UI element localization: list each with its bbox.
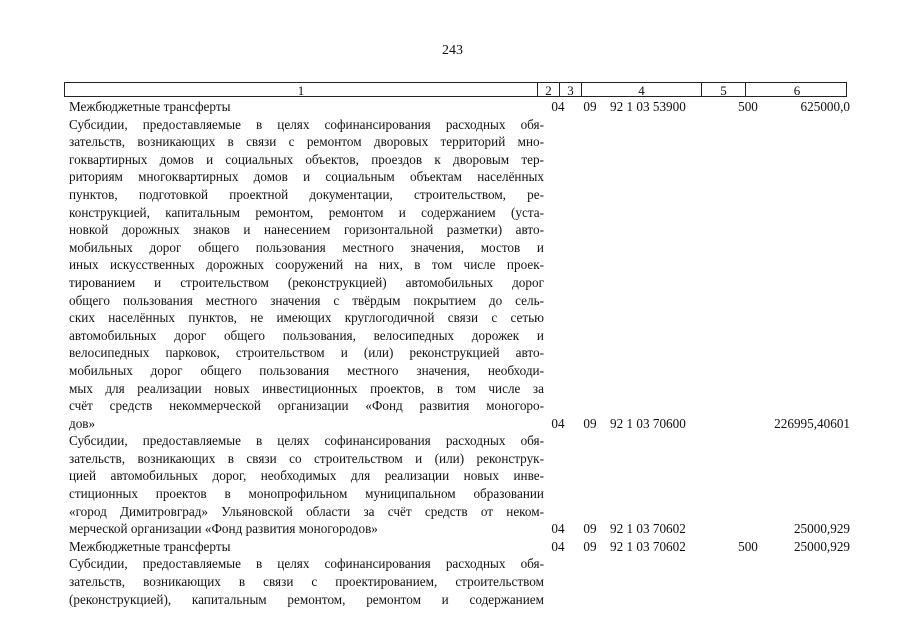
description-line: мобильных дорог общего пользования местного значения, мостов и: [69, 239, 544, 255]
description-line: мерческой организации «Фонд развития моногородов»: [69, 521, 378, 537]
description-line: гоквартирных домов и социальных объектов, проездов к дворовым тер-: [69, 151, 544, 167]
header-col-6: 6: [745, 83, 848, 96]
description-line: зательств, возникающих в связи со строительством и (или) реконструк-: [69, 450, 544, 466]
description-line: счёт средств некоммерческой организации «Фонд развития моногоро-: [69, 398, 544, 414]
table-row: [69, 98, 849, 116]
description-line: цией автомобильных дорог, необходимых для реализации новых инве-: [69, 468, 544, 484]
row-codes: [550, 520, 850, 538]
row-description: [69, 116, 544, 433]
row-codes: [550, 538, 850, 556]
header-col-1: 1: [297, 83, 305, 98]
cell-c6: 625000,0: [800, 99, 850, 114]
description-line: стиционных проектов в монопрофильном муниципальном образовании: [69, 486, 544, 502]
cell-c4: 92 1 03 70602: [610, 521, 686, 537]
description-line: «город Димитровград» Ульяновской области за счёт средств от неком-: [69, 503, 544, 519]
description-line: Субсидии, предоставляемые в целях софинансирования расходных обя-: [69, 116, 544, 132]
cell-c2: 04: [551, 538, 565, 554]
cell-c2: 04: [551, 415, 565, 431]
row-description: [69, 432, 544, 538]
table-row: [69, 432, 849, 538]
cell-c4: 92 1 03 70602: [610, 538, 686, 554]
description-line: общего пользования местного значения с твёрдым покрытием до сель-: [69, 292, 544, 308]
row-description: [69, 555, 544, 608]
description-line: новкой дорожных знаков и нанесением горизонтальной разметки) авто-: [69, 222, 544, 238]
description-line: конструкцией, капитальным ремонтом, ремонтом и содержанием (уста-: [69, 204, 544, 220]
cell-c6: 25000,929: [793, 538, 850, 554]
cell-c4: 92 1 03 53900: [610, 99, 686, 114]
cell-c5: 500: [738, 538, 758, 554]
description-line: пунктов, подготовкой проектной документации, строительством, ре-: [69, 186, 544, 202]
description-line: зательств, возникающих в связи с проектированием, строительством: [69, 574, 544, 590]
cell-c5: 500: [738, 99, 758, 114]
table-row: [69, 538, 849, 556]
cell-c3: 09: [583, 538, 597, 554]
row-codes: [550, 591, 850, 609]
header-col-5: 5: [701, 83, 745, 96]
table-row: [69, 116, 849, 433]
description-line: мых для реализации новых инвестиционных проектов, в том числе за: [69, 380, 544, 396]
page-number: 243: [442, 43, 463, 58]
cell-c6: 226995,40601: [774, 415, 850, 431]
description-line: мобильных дорог общего пользования местного значения, необходи-: [69, 362, 544, 378]
description-line: Межбюджетные трансферты: [69, 99, 231, 114]
description-line: Субсидии, предоставляемые в целях софинансирования расходных обя-: [69, 433, 544, 449]
description-line: иных искусственных дорожных сооружений на них, в том числе проек-: [69, 257, 544, 273]
row-description: [69, 538, 544, 556]
row-codes: [550, 98, 850, 116]
table-body: [69, 98, 849, 608]
description-line: (реконструкцией), капитальным ремонтом, ремонтом и содержанием: [69, 591, 544, 607]
description-line: зательств, возникающих в связи с ремонтом дворовых территорий мно-: [69, 134, 544, 150]
description-line: велосипедных парковок, строительством и (или) реконструкцией авто-: [69, 345, 544, 361]
row-description: [69, 98, 544, 116]
cell-c3: 09: [583, 99, 597, 114]
cell-c4: 92 1 03 70600: [610, 415, 686, 431]
table-row: [69, 555, 849, 608]
cell-c3: 09: [583, 521, 597, 537]
description-line: риториям многоквартирных домов и социальным объектам населённых: [69, 169, 544, 185]
cell-c6: 25000,929: [793, 521, 850, 537]
table-header: [64, 82, 847, 97]
description-line: Субсидии, предоставляемые в целях софинансирования расходных обя-: [69, 556, 544, 572]
cell-c2: 04: [551, 99, 565, 114]
cell-c3: 09: [583, 415, 597, 431]
header-col-2: 2: [537, 83, 559, 96]
description-line: тированием и строительством (реконструкцией) автомобильных дорог: [69, 274, 544, 290]
description-line: автомобильных дорог общего пользования, велосипедных дорожек и: [69, 327, 544, 343]
row-codes: [550, 415, 850, 433]
description-line: дов»: [69, 415, 96, 431]
cell-c2: 04: [551, 521, 565, 537]
header-col-3: 3: [559, 83, 581, 96]
header-col-4: 4: [581, 83, 701, 96]
description-line: ских населённых пунктов, не имеющих круглогодичной связи с сетью: [69, 310, 544, 326]
description-line: Межбюджетные трансферты: [69, 538, 231, 554]
